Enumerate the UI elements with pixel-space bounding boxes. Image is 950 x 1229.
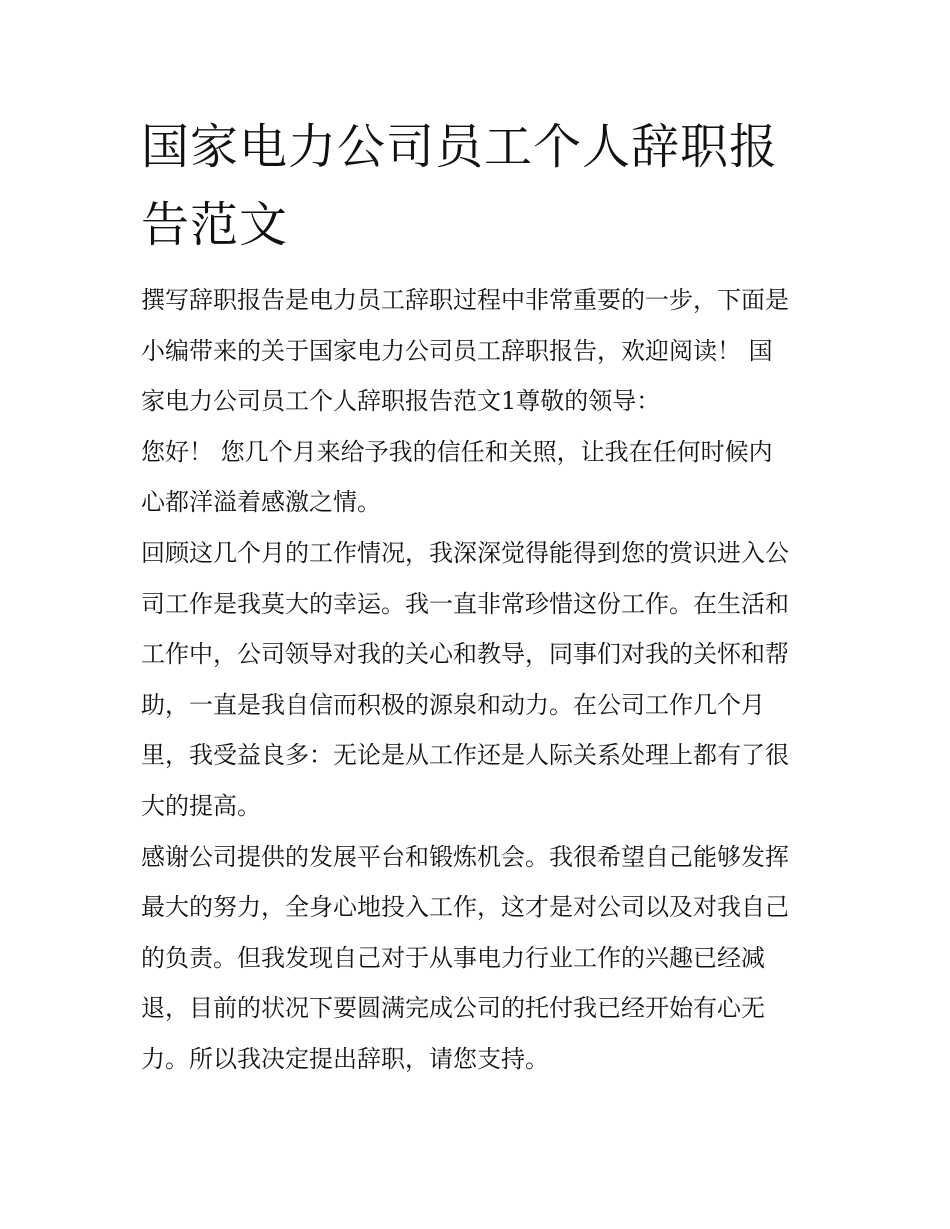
title-line: 告范文 <box>141 197 289 253</box>
paragraph-line: 助，一直是我自信而积极的源泉和动力。在公司工作几个月 <box>141 690 765 719</box>
paragraph-line: 回顾这几个月的工作情况，我深深觉得能得到您的赏识进入公 <box>141 538 789 567</box>
paragraph-line: 最大的努力，全身心地投入工作，这才是对公司以及对我自己 <box>141 893 789 922</box>
paragraph-line: 感谢公司提供的发展平台和锻炼机会。我很希望自己能够发挥 <box>141 842 789 871</box>
paragraph-line: 小编带来的关于国家电力公司员工辞职报告，欢迎阅读！ 国 <box>141 336 773 365</box>
paragraph-line: 您好！ 您几个月来给予我的信任和关照，让我在任何时候内 <box>141 437 773 466</box>
paragraph-line: 退，目前的状况下要圆满完成公司的托付我已经开始有心无 <box>141 994 765 1023</box>
paragraph-line: 工作中，公司领导对我的关心和教导，同事们对我的关怀和帮 <box>141 640 789 669</box>
paragraph <box>141 275 789 427</box>
document-body <box>141 275 789 1085</box>
paragraph <box>141 528 789 832</box>
paragraph-line: 司工作是我莫大的幸运。我一直非常珍惜这份工作。在生活和 <box>141 589 789 618</box>
document-title <box>141 108 778 264</box>
paragraph-line: 里，我受益良多：无论是从工作还是人际关系处理上都有了很 <box>141 741 789 770</box>
paragraph-line: 家电力公司员工个人辞职报告范文1尊敬的领导： <box>141 387 661 416</box>
title-line: 国家电力公司员工个人辞职报 <box>141 119 779 175</box>
paragraph-line: 大的提高。 <box>141 791 261 820</box>
paragraph-line: 力。所以我决定提出辞职，请您支持。 <box>141 1044 549 1073</box>
paragraph-line: 心都洋溢着感激之情。 <box>141 488 381 517</box>
paragraph-line: 撰写辞职报告是电力员工辞职过程中非常重要的一步，下面是 <box>141 286 789 314</box>
paragraph <box>141 832 789 1085</box>
paragraph <box>141 427 789 528</box>
paragraph-line: 的负责。但我发现自己对于从事电力行业工作的兴趣已经减 <box>141 943 765 972</box>
